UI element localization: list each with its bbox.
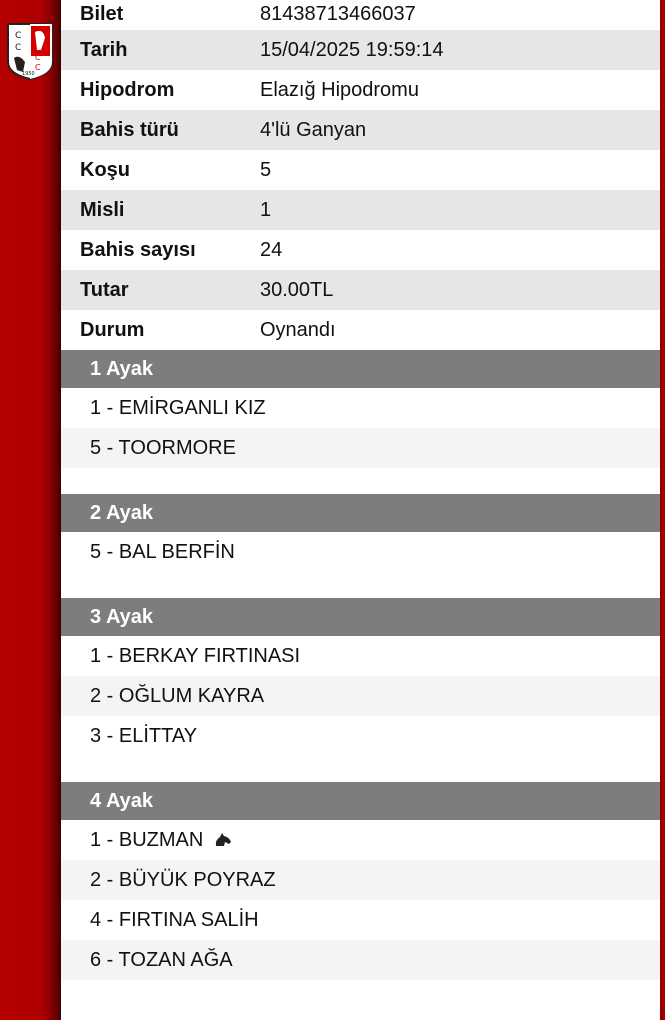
right-red-edge — [660, 0, 665, 1020]
ticket-info-row — [61, 150, 660, 190]
leg-spacer — [61, 756, 660, 782]
club-logo-icon — [5, 20, 55, 80]
svg-text:1950: 1950 — [22, 71, 35, 77]
horse-name: 3 - ELİTTAY — [90, 724, 198, 747]
info-value: 1 — [260, 198, 272, 221]
info-value: 81438713466037 — [260, 2, 416, 25]
horse-row — [61, 676, 660, 716]
horse-name: 1 - BUZMAN — [90, 828, 204, 851]
ticket-info-row — [61, 310, 660, 350]
horse-head-icon — [213, 832, 233, 848]
info-label: Tarih — [80, 38, 128, 61]
horse-name: 5 - BAL BERFİN — [90, 540, 235, 563]
horse-row — [61, 716, 660, 756]
info-label: Hipodrom — [80, 78, 175, 101]
ticket-detail — [61, 0, 660, 1008]
leg-spacer — [61, 468, 660, 494]
ticket-info-row — [61, 0, 660, 30]
info-label: Bahis türü — [80, 118, 179, 141]
ticket-info-row — [61, 110, 660, 150]
info-label: Bahis sayısı — [80, 238, 196, 261]
horse-name: 2 - OĞLUM KAYRA — [90, 684, 265, 707]
ticket-info-table — [61, 0, 660, 350]
horse-row — [61, 428, 660, 468]
horse-name: 6 - TOZAN AĞA — [90, 948, 233, 971]
horse-row — [61, 900, 660, 940]
leg-header: 4 Ayak — [61, 782, 660, 820]
left-red-sidebar — [0, 0, 61, 1020]
leg-spacer — [61, 572, 660, 598]
ticket-info-row — [61, 190, 660, 230]
svg-text:C: C — [35, 53, 41, 62]
info-label: Misli — [80, 198, 125, 221]
info-value: 5 — [260, 158, 272, 181]
horse-name: 2 - BÜYÜK POYRAZ — [90, 868, 276, 891]
horse-row — [61, 820, 660, 860]
ticket-info-row — [61, 230, 660, 270]
leg-header: 1 Ayak — [61, 350, 660, 388]
horse-row — [61, 388, 660, 428]
svg-text:C: C — [35, 63, 41, 72]
info-value: 30.00TL — [260, 278, 334, 301]
ticket-info-row — [61, 270, 660, 310]
horse-name: 4 - FIRTINA SALİH — [90, 908, 259, 931]
horse-row — [61, 940, 660, 980]
horse-name: 1 - BERKAY FIRTINASI — [90, 644, 301, 667]
info-value: 15/04/2025 19:59:14 — [260, 38, 444, 61]
horse-name: 1 - EMİRGANLI KIZ — [90, 396, 266, 419]
ticket-info-row — [61, 70, 660, 110]
info-value: Elazığ Hipodromu — [260, 78, 419, 101]
info-label: Durum — [80, 318, 145, 341]
horse-row — [61, 636, 660, 676]
horse-name: 5 - TOORMORE — [90, 436, 236, 459]
leg-header: 2 Ayak — [61, 494, 660, 532]
horse-row — [61, 532, 660, 572]
svg-text:C: C — [15, 31, 22, 41]
leg-spacer — [61, 980, 660, 1008]
info-value: 24 — [260, 238, 283, 261]
info-value: Oynandı — [260, 318, 336, 341]
info-value: 4'lü Ganyan — [260, 118, 367, 141]
info-label: Koşu — [80, 158, 130, 181]
svg-text:C: C — [15, 43, 22, 53]
legs-list — [61, 350, 660, 1008]
info-label: Bilet — [80, 2, 124, 25]
horse-row — [61, 860, 660, 900]
leg-header: 3 Ayak — [61, 598, 660, 636]
ticket-info-row — [61, 30, 660, 70]
info-label: Tutar — [80, 278, 129, 301]
